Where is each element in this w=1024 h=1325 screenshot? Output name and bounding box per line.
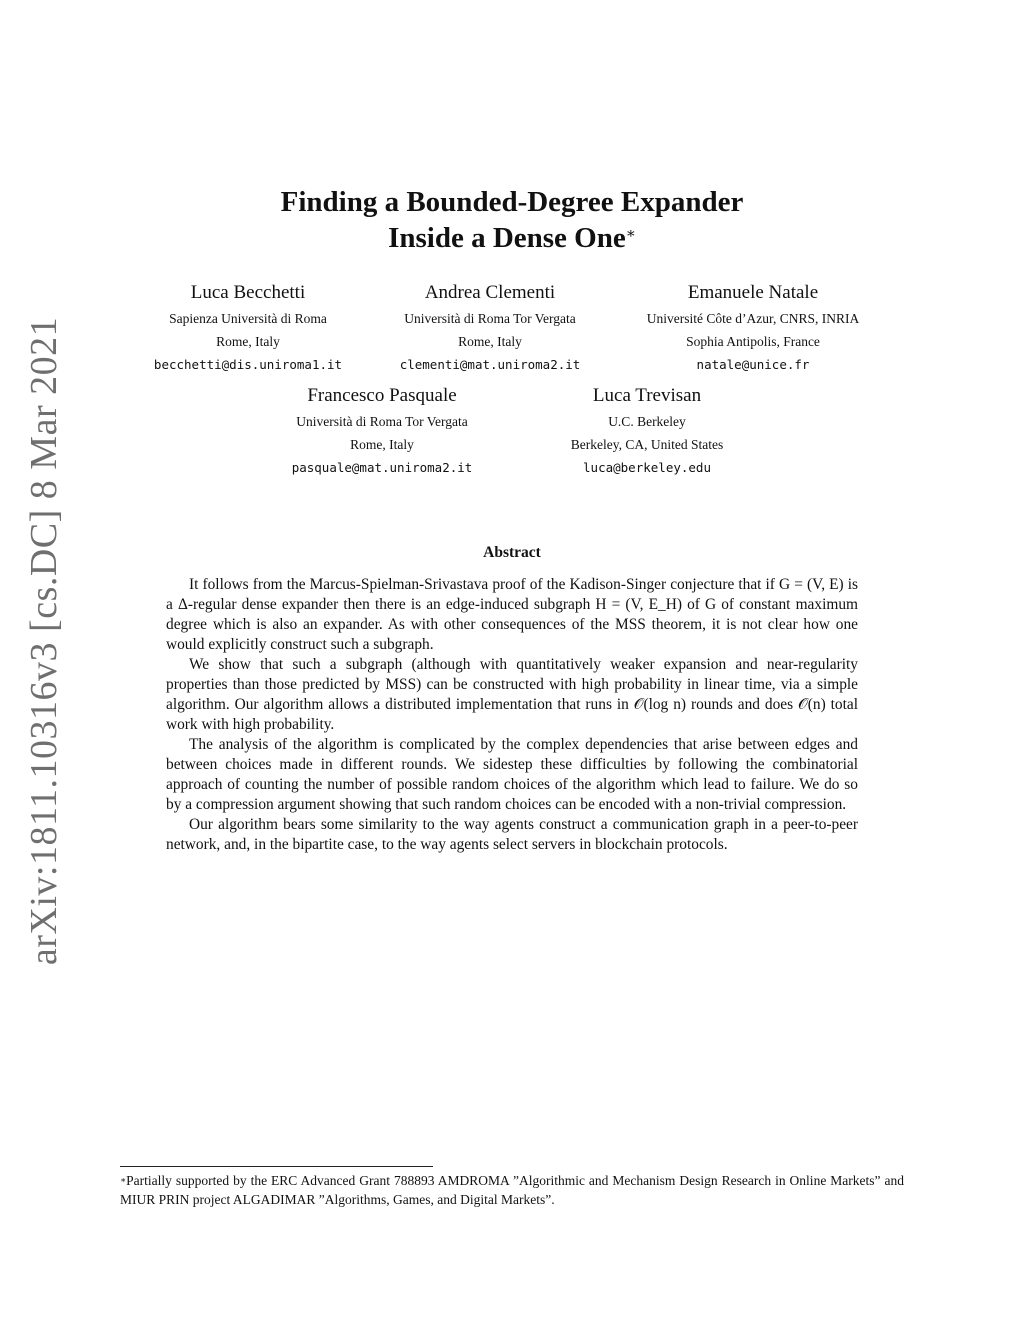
author-name: Emanuele Natale [687, 282, 819, 303]
author-affiliation: Université Côte d’Azur, CNRS, INRIA [646, 311, 860, 326]
footnote [120, 1171, 904, 1209]
footnote-divider [120, 1166, 433, 1167]
author-affiliation: Università di Roma Tor Vergata [404, 311, 576, 326]
author-affiliation: Università di Roma Tor Vergata [296, 414, 468, 429]
author-name: Andrea Clementi [424, 282, 556, 303]
author-affiliation: Sapienza Università di Roma [169, 311, 327, 326]
author-email[interactable]: clementi@mat.uniroma2.it [399, 357, 581, 372]
footnote-text: Partially supported by the ERC Advanced Grant 788893 AMDROMA ”Algorithmic and Mechanism Design Research in Online Markets” and MIUR PRIN project ALGADIMAR ”Algorithms, Games, and Digital Markets”. [120, 1173, 904, 1207]
author-email[interactable]: luca@berkeley.edu [583, 460, 711, 475]
title-footnote-mark: ∗ [625, 226, 636, 242]
author-location: Berkeley, CA, United States [570, 437, 724, 452]
abstract-paragraph: The analysis of the algorithm is complicated by the complex dependencies that arise between edges and between choices made in different rounds. We sidestep these difficulties by following the combinatorial approach of counting the number of possible random choices of the algorithm which lead to failure. We do so by a compression argument showing that such random choices can be encoded with a non-trivial compression. [166, 736, 858, 813]
author-email[interactable]: natale@unice.fr [696, 357, 810, 372]
title-line-2: Inside a Dense One [388, 222, 626, 254]
author-block [118, 282, 378, 376]
author-location: Rome, Italy [350, 437, 414, 452]
author-email[interactable]: pasquale@mat.uniroma2.it [291, 460, 473, 475]
abstract-body [166, 575, 858, 855]
footnote-mark: ∗ [120, 1175, 127, 1185]
author-location: Rome, Italy [216, 334, 280, 349]
author-name: Francesco Pasquale [307, 385, 457, 406]
author-name: Luca Becchetti [190, 282, 306, 303]
author-location: Sophia Antipolis, France [686, 334, 820, 349]
author-block [360, 282, 620, 376]
abstract-paragraph: It follows from the Marcus-Spielman-Srivastava proof of the Kadison-Singer conjecture that if G = (V, E) is a Δ-regular dense expander then there is an edge-induced subgraph H = (V, E_H) of G of constant maximum degree which is also an expander. As with other consequences of the MSS theorem, it is not clear how one would explicitly construct such a subgraph. [166, 576, 858, 653]
title-line-1: Finding a Bounded-Degree Expander [280, 186, 744, 218]
arxiv-identifier-stamp: arXiv:1811.10316v3 [cs.DC] 8 Mar 2021 [23, 316, 65, 966]
author-block [623, 282, 883, 376]
author-email[interactable]: becchetti@dis.uniroma1.it [153, 357, 343, 372]
abstract-paragraph: We show that such a subgraph (although with quantitatively weaker expansion and near-regularity properties than those predicted by MSS) can be constructed with high probability in linear time, via a simple algorithm. Our algorithm allows a distributed implementation that runs in 𝒪(log n) rounds and does 𝒪(n) total work with high probability. [166, 656, 858, 733]
author-block [517, 385, 777, 479]
author-name: Luca Trevisan [592, 385, 702, 406]
paper-title [0, 184, 1024, 256]
author-block [252, 385, 512, 479]
abstract-heading: Abstract [483, 544, 541, 561]
author-affiliation: U.C. Berkeley [608, 414, 686, 429]
author-location: Rome, Italy [458, 334, 522, 349]
abstract-paragraph: Our algorithm bears some similarity to the way agents construct a communication graph in a peer-to-peer network, and, in the bipartite case, to the way agents select servers in blockchain protocols. [166, 816, 858, 853]
